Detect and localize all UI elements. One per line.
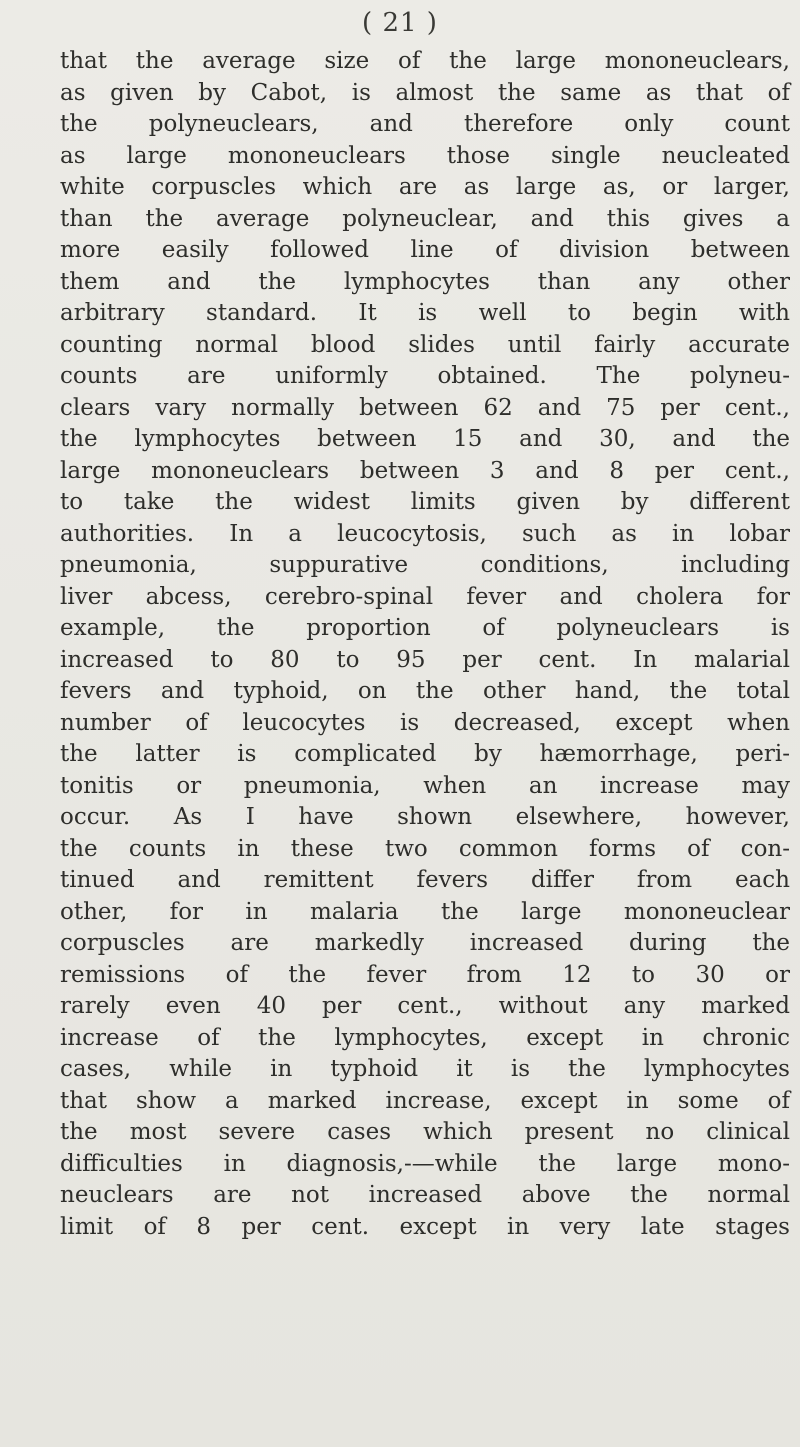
text-line: tinued and remittent fevers differ from each [60,867,790,893]
text-line: the counts in these two common forms of con- [60,835,790,862]
text-line: fevers and typhoid, on the other hand, the total [60,678,790,704]
text-line: other, for in malaria the large mononeuclear [60,898,790,925]
text-line: tonitis or pneumonia, when an increase may [60,772,790,799]
text-line: remissions of the fever from 12 to 30 or [60,961,790,988]
body-text [60,46,790,1243]
text-line: authorities. In a leucocytosis, such as in lobar [60,520,790,547]
text-line: to take the widest limits given by different [60,489,790,515]
text-line: counts are uniformly obtained. The polyneu- [60,363,790,389]
text-line: occur. As I have shown elsewhere, however, [60,804,790,830]
text-line: as given by Cabot, is almost the same as that of [60,79,790,106]
text-line: counting normal blood slides until fairly accurate [60,331,790,358]
text-line: the lymphocytes between 15 and 30, and the [60,426,790,452]
text-line: arbitrary standard. It is well to begin with [60,300,790,326]
text-line: more easily followed line of division between [60,237,790,263]
text-line: white corpuscles which are as large as, or larger, [60,174,790,200]
text-line: them and the lymphocytes than any other [60,268,790,295]
text-line: rarely even 40 per cent., without any marked [60,993,790,1019]
text-line: difficulties in diagnosis,-—while the large mono- [60,1150,790,1177]
text-line: the latter is complicated by hæmorrhage, peri- [60,741,790,767]
text-line: large mononeuclears between 3 and 8 per cent., [60,457,790,484]
text-line: neuclears are not increased above the normal [60,1182,790,1208]
page-number: ( 21 ) [362,8,438,38]
text-line: corpuscles are markedly increased during the [60,930,790,956]
text-line: pneumonia, suppurative conditions, including [60,552,790,578]
text-line: liver abcess, cerebro-spinal fever and cholera for [60,583,790,610]
text-line: example, the proportion of polyneuclears is [60,615,790,641]
text-line: limit of 8 per cent. except in very late stages [60,1213,790,1240]
text-line: increased to 80 to 95 per cent. In malarial [60,646,790,673]
text-line: the polyneuclears, and therefore only count [60,111,790,137]
text-line: clears vary normally between 62 and 75 per cent., [60,394,790,421]
text-line: as large mononeuclears those single neucleated [60,142,790,169]
text-line: number of leucocytes is decreased, except when [60,709,790,736]
text-line: that the average size of the large mononeuclears, [60,48,790,74]
text-line: that show a marked increase, except in some of [60,1087,790,1114]
text-line: than the average polyneuclear, and this gives a [60,205,790,232]
text-line: the most severe cases which present no clinical [60,1119,790,1145]
text-line: cases, while in typhoid it is the lymphocytes [60,1056,790,1082]
text-line: increase of the lymphocytes, except in chronic [60,1024,790,1051]
